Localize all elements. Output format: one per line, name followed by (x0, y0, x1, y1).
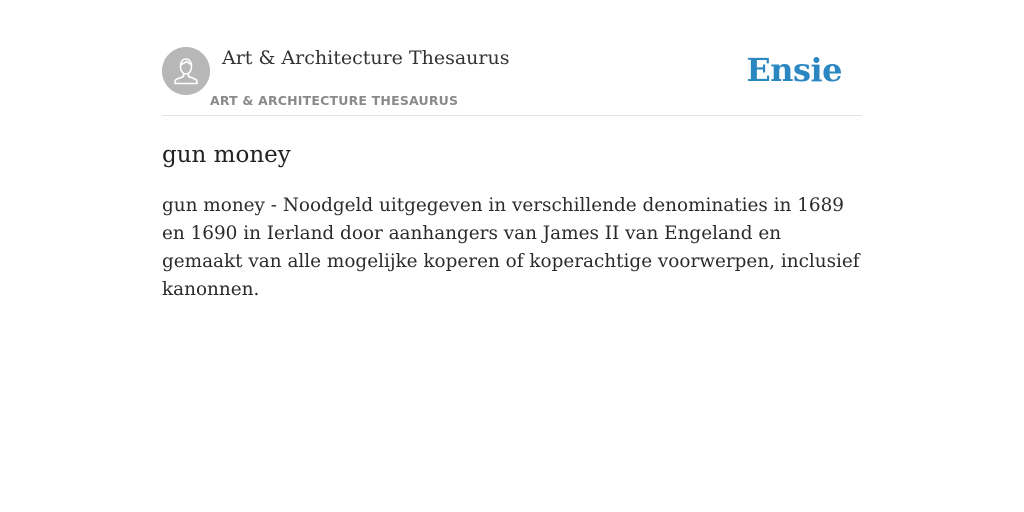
entry-definition: gun money - Noodgeld uitgegeven in verschillende denominaties in 1689 en 1690 in Ierland door aanhangers van James II van Engeland en gemaakt van alle mogelijke koperen of koperachtige voorwerpen, inclusief kanonnen. (162, 195, 860, 300)
ensie-logo-link[interactable]: Ensie (746, 51, 842, 89)
source-label[interactable]: ART & ARCHITECTURE THESAURUS (210, 93, 459, 108)
entry-header (162, 46, 862, 116)
author-avatar[interactable] (162, 47, 210, 95)
author-name-link[interactable]: Art & Architecture Thesaurus (222, 47, 510, 69)
user-avatar-icon (162, 47, 210, 95)
entry-term-title: gun money (162, 142, 291, 168)
